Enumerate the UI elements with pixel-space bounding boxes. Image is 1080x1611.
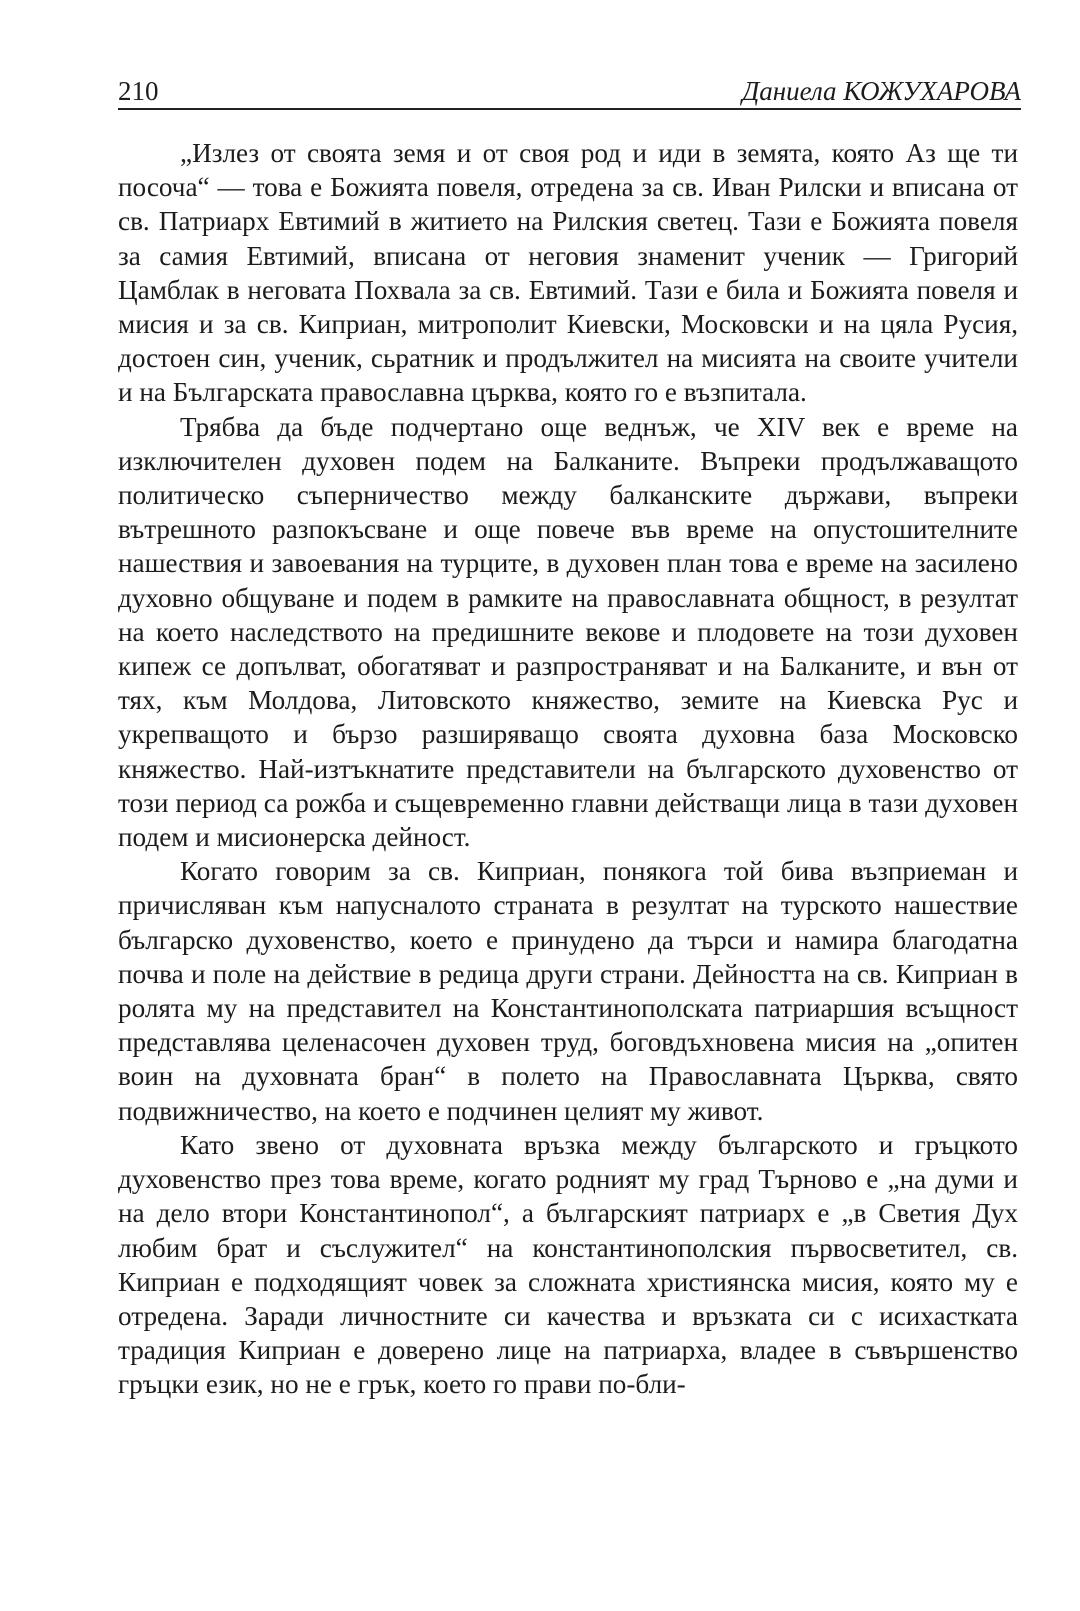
page-header: [118, 78, 1021, 110]
body-text: [118, 136, 1018, 1402]
paragraph-3: Когато говорим за св. Киприан, понякога той бива възприеман и причисляван към напусналото страната в резултат на турското нашествие българско духовенство, което е принудено да търси и намира благодатна почва и поле на действие в редица други страни. Дейността на св. Киприан в ролята му на представител на Константинополската патриаршия всъщност представлява целенасочен духовен труд, боговдъхновена мисия на „опитен воин на духовната бран“ в полето на Православната Църква, свято подвижничество, на което е подчинен целият му живот.: [118, 856, 1018, 1126]
page-number: 210: [118, 76, 159, 106]
paragraph-1: „Излез от своята земя и от своя род и иди в земята, която Аз ще ти посоча“ — това е Божията повеля, отредена за св. Иван Рилски и вписана от св. Патриарх Евтимий в житието на Рилския светец. Тази е Божията повеля за самия Евтимий, вписана от неговия знаменит ученик — Григорий Цамблак в неговата Похвала за св. Евтимий. Тази е била и Божията повеля и мисия и за св. Киприан, митрополит Киевски, Московски и на цяла Русия, достоен син, ученик, сьратник и продължител на мисията на своите учители и на Българската православна църква, която го е възпитала.: [118, 138, 1018, 408]
paragraph-4: Като звено от духовната връзка между българското и гръцкото духовенство през това време, когато родният му град Търново е „на думи и на дело втори Константинопол“, а българският патриарх е „в Светия Дух любим брат и съслужител“ на константинополския първосветител, св. Киприан е подходящият човек за сложната християнска мисия, която му е отредена. Заради личностните си качества и връзката си с исихастката традиция Киприан е доверено лице на патриарха, владее в съвършенство гръцки език, но не е грък, което го прави по-бли-: [118, 1129, 1018, 1400]
paragraph-2: Трябва да бъде подчертано още веднъж, че XIV век е време на изключителен духовен подем на Балканите. Въпреки продължаващото политическо съперничество между балканските държави, въпреки вътрешното разпокъсване и още повече във време на опустошителните нашествия и завоевания на турците, в духовен план това е време на засилено духовно общуване и подем в рамките на православната общност, в резултат на което наследството на предишните векове и плодовете на този духовен кипеж се допълват, обогатяват и разпространяват и на Балканите, и вън от тях, към Молдова, Литовското княжество, земите на Киевска Рус и укрепващото и бързо разширяващо своята духовна база Московско княжество. Най-изтъкнатите представители на българското духовенство от този период са рожба и същевременно главни действащи лица в тази духовен подем и мисионерска дейност.: [118, 411, 1018, 853]
running-head-author: Даниела КОЖУХАРОВА: [742, 76, 1021, 106]
